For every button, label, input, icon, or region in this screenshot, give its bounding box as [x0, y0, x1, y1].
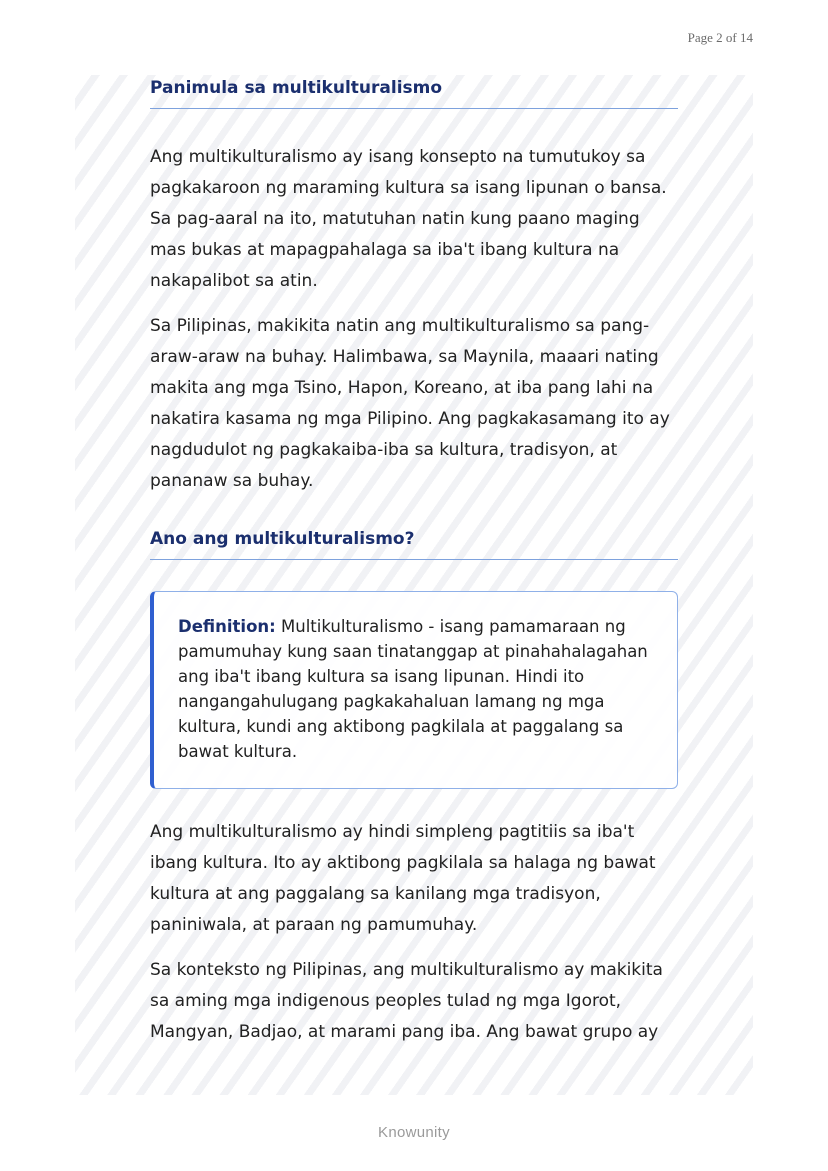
definition-box	[150, 591, 678, 789]
paragraph: Ang multikulturalismo ay hindi simpleng pagtitiis sa iba't ibang kultura. Ito ay aktibong pagkilala sa halaga ng bawat kultura at ang paggalang sa kanilang mga tradisyon, paniniwala, at paraan ng pamumuhay.	[150, 822, 656, 935]
document-content	[150, 74, 678, 1048]
paragraph: Ang multikulturalismo ay isang konsepto na tumutukoy sa pagkakaroon ng maraming kultura sa isang lipunan o bansa. Sa pag-aaral na ito, matutuhan natin kung paano maging mas bukas at mapagpahalaga sa iba't ibang kultura na nakapalibot sa atin.	[150, 147, 667, 291]
paragraph: Sa konteksto ng Pilipinas, ang multikulturalismo ay makikita sa aming mga indigenous peoples tulad ng mga Igorot, Mangyan, Badjao, at marami pang iba. Ang bawat grupo ay	[150, 960, 663, 1042]
definition-text: Multikulturalismo - isang pamamaraan ng pamumuhay kung saan tinatanggap at pinahahalagahan ang iba't ibang kultura sa isang lipunan. Hindi ito nangangahulugang pagkakahaluan lamang ng mga kultura, kundi ang aktibong pagkilala at paggalang sa bawat kultura.	[178, 617, 648, 761]
paragraph: Sa Pilipinas, makikita natin ang multikulturalismo sa pang-araw-araw na buhay. Halimbawa, sa Maynila, maaari nating makita ang mga Tsino, Hapon, Koreano, at iba pang lahi na nakatira kasama ng mga Pilipino. Ang pagkakasamang ito ay nagdudulot ng pagkakaiba-iba sa kultura, tradisyon, at pananaw sa buhay.	[150, 316, 670, 491]
section-heading-definition: Ano ang multikulturalismo?	[150, 525, 678, 560]
section-heading-intro: Panimula sa multikulturalismo	[150, 74, 678, 109]
page-indicator: Page 2 of 14	[687, 30, 753, 45]
footer-brand-logo: Knowunity	[378, 1124, 450, 1141]
definition-label: Definition:	[178, 617, 276, 636]
